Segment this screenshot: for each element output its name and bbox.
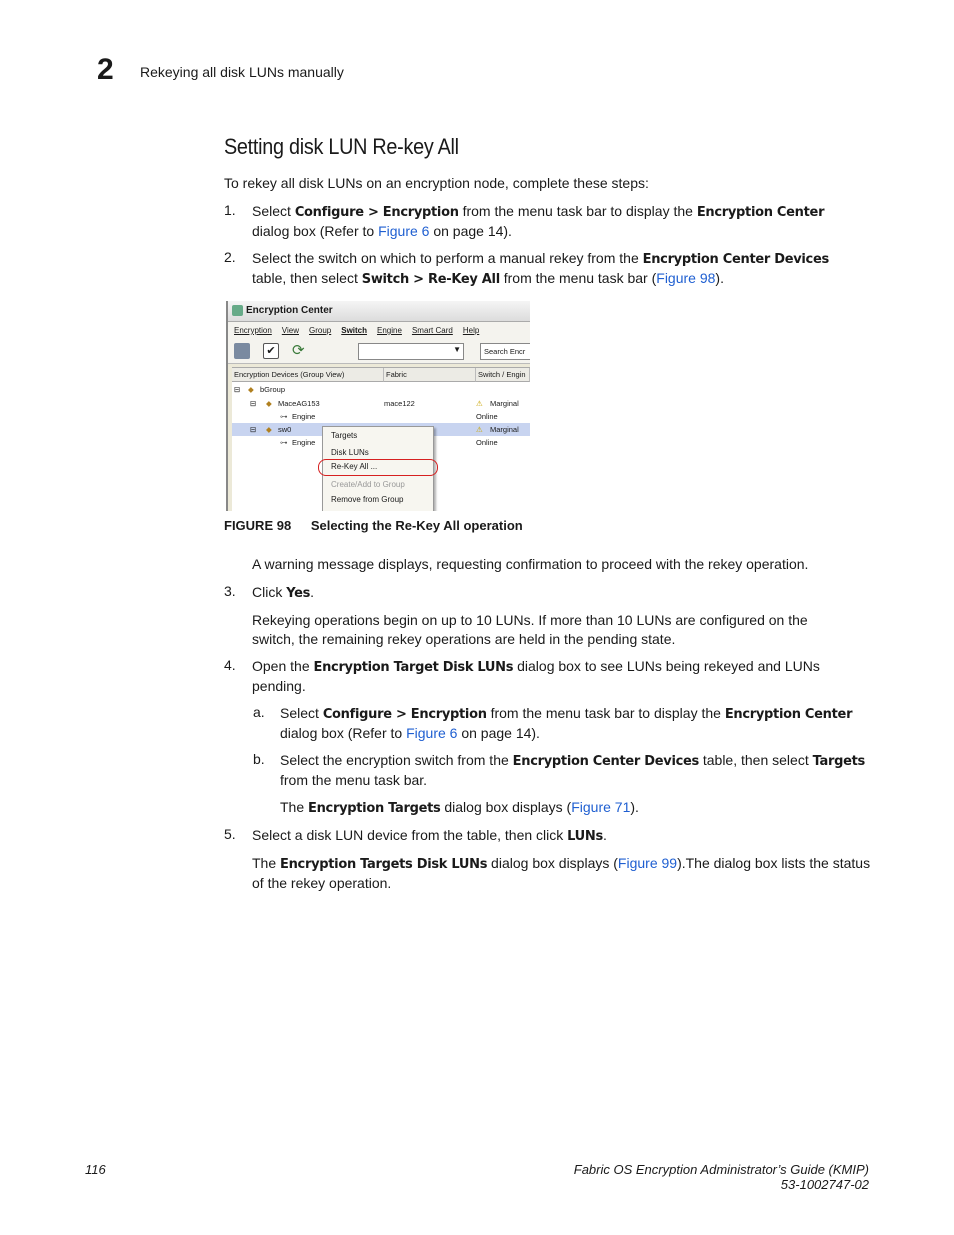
group-icon: ◆ [248, 385, 254, 394]
figure-label: FIGURE 98 [224, 518, 292, 533]
step-4: Open the Encryption Target Disk LUNs dialog box to see LUNs being rekeyed and LUNs pending. [252, 658, 820, 694]
window-title: Encryption Center [246, 305, 333, 316]
tree-expander[interactable]: ⊟ [250, 399, 257, 408]
checkmark-icon[interactable]: ✔ [263, 343, 279, 359]
status-text: Marginal [490, 425, 519, 434]
page-number: 116 [85, 1162, 106, 1177]
status-text: Marginal [490, 399, 519, 408]
step-1: Select Configure > Encryption from the menu task bar to display the Encryption Center dialog box (Refer to Figure 6 on page 14). [252, 203, 825, 239]
step-number: 3. [224, 583, 236, 599]
step-number: 2. [224, 249, 236, 265]
step-number: 1. [224, 202, 236, 218]
step-5: Select a disk LUN device from the table, then click LUNs. [252, 827, 607, 844]
section-title: Setting disk LUN Re-key All [224, 134, 459, 159]
key-icon: ⊶ [280, 438, 288, 447]
refresh-devices-icon[interactable] [234, 343, 250, 359]
device-name: Engine [292, 438, 316, 447]
device-name: bGroup [260, 385, 286, 394]
warning-icon: ⚠ [476, 425, 483, 434]
device-name: sw0 [278, 425, 292, 434]
tree-expander[interactable]: ⊟ [250, 425, 257, 434]
figure-link[interactable]: Figure 99 [617, 855, 678, 871]
substep-letter: a. [253, 704, 265, 720]
figure-link[interactable]: Figure 71 [571, 799, 631, 815]
step-number: 4. [224, 657, 236, 673]
table-row[interactable] [232, 397, 530, 410]
window-titlebar [228, 301, 530, 322]
step-4a: Select Configure > Encryption from the menu task bar to display the Encryption Center dialog box (Refer to Figure 6 on page 14). [280, 705, 853, 741]
chapter-number: 2 [97, 53, 114, 86]
substep-letter: b. [253, 751, 265, 767]
menu-encryption[interactable]: Encryption [234, 326, 272, 335]
warning-icon: ⚠ [476, 399, 483, 408]
step-2: Select the switch on which to perform a manual rekey from the Encryption Center Devices table, then select Switch > Re-Key All from the menu task bar (Figure 98). [252, 250, 829, 287]
figure-link[interactable]: Figure 98 [656, 270, 716, 286]
column-header[interactable]: Encryption Devices (Group View) [232, 368, 384, 382]
table-row[interactable] [232, 383, 530, 396]
menu-item-rekey-all[interactable]: Re-Key All ... [331, 462, 378, 471]
device-name: Engine [292, 412, 316, 421]
table-row[interactable] [232, 410, 530, 423]
step-3-note: Rekeying operations begin on up to 10 LUNs. If more than 10 LUNs are configured on the switch, the remaining rekey operations are held in the pending state. [252, 612, 808, 647]
figure-caption [224, 518, 523, 533]
menu-switch[interactable]: Switch [341, 326, 368, 335]
warning-paragraph: A warning message displays, requesting confirmation to proceed with the rekey operation. [252, 556, 809, 572]
switch-icon: ◆ [266, 399, 272, 408]
rekey-highlight-oval [318, 459, 438, 476]
menu-group[interactable]: Group [309, 326, 332, 335]
figure-caption-text: Selecting the Re-Key All operation [310, 518, 523, 533]
status-text: Online [476, 412, 498, 421]
app-icon [232, 305, 243, 316]
fabric-name: mace122 [384, 399, 415, 408]
menu-item-remove-from-group[interactable]: Remove from Group [331, 495, 404, 504]
key-icon: ⊶ [280, 412, 288, 421]
menu-item-create-add-group[interactable]: Create/Add to Group [331, 480, 405, 489]
menu-view[interactable]: View [281, 326, 299, 335]
filter-dropdown[interactable] [358, 343, 464, 360]
menu-smart-card[interactable]: Smart Card [411, 326, 453, 335]
switch-icon: ◆ [266, 425, 272, 434]
figure-link[interactable]: Figure 6 [406, 725, 458, 741]
step-4b-note: The Encryption Targets dialog box displays (Figure 71). [280, 799, 639, 816]
step-3: Click Yes. [252, 584, 314, 601]
intro-paragraph: To rekey all disk LUNs on an encryption node, complete these steps: [224, 175, 649, 191]
refresh-icon[interactable]: ⟳ [292, 342, 305, 359]
menu-help[interactable]: Help [462, 326, 480, 335]
column-header[interactable]: Switch / Engin [476, 368, 530, 382]
figure-link[interactable]: Figure 6 [378, 223, 430, 239]
tree-expander[interactable]: ⊟ [234, 385, 241, 394]
device-name: MaceAG153 [278, 399, 320, 408]
footer-title: Fabric OS Encryption Administrator’s Guide (KMIP) [573, 1162, 869, 1177]
search-input[interactable]: Search Encr [480, 343, 530, 360]
toolbar [228, 339, 530, 364]
step-5-note: The Encryption Targets Disk LUNs dialog box displays (Figure 99).The dialog box lists the status of the rekey operation. [252, 855, 871, 891]
step-4b: Select the encryption switch from the Encryption Center Devices table, then select Targets from the menu task bar. [280, 752, 865, 788]
menu-item-targets[interactable]: Targets [331, 431, 358, 440]
column-header[interactable]: Fabric [384, 368, 476, 382]
chevron-down-icon: ▼ [453, 345, 461, 354]
step-number: 5. [224, 826, 236, 842]
footer-doc-id: 53-1002747-02 [780, 1177, 869, 1192]
menu-engine[interactable]: Engine [377, 326, 402, 335]
figure-screenshot [226, 301, 530, 511]
menu-item-disk-luns[interactable]: Disk LUNs [331, 448, 369, 457]
chapter-title: Rekeying all disk LUNs manually [140, 64, 344, 80]
menu-bar [228, 322, 530, 340]
status-text: Online [476, 438, 498, 447]
